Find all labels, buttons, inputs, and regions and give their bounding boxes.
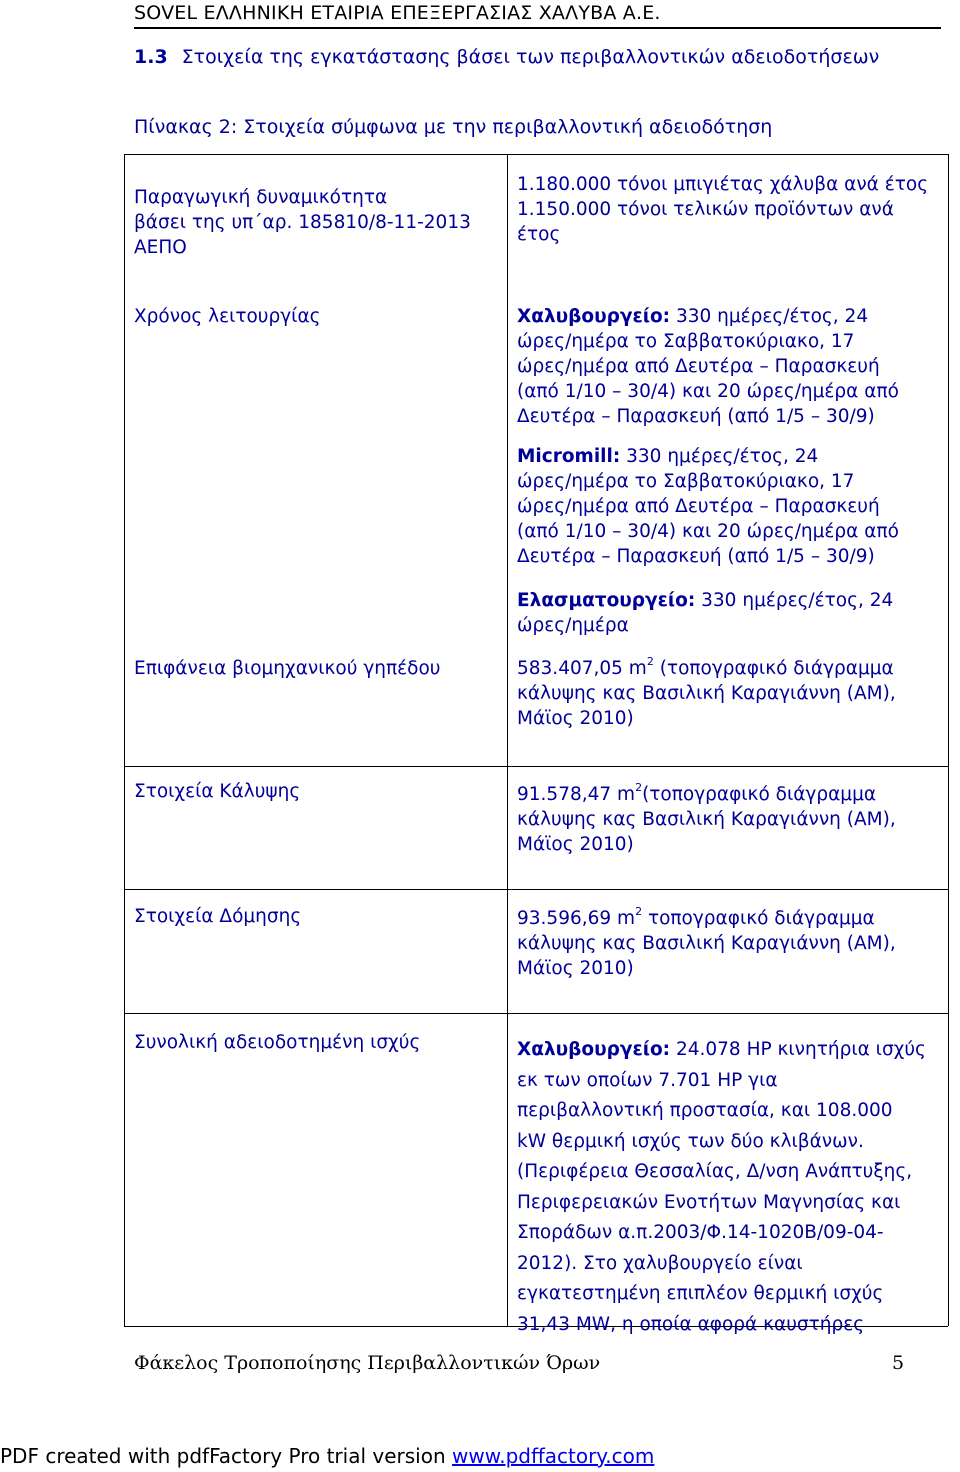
coverage-label: Στοιχεία Κάλυψης (134, 781, 301, 802)
micromill-title: Micromill: (517, 446, 621, 467)
power-title: Χαλυβουργείο: (517, 1039, 671, 1060)
plot-area-line: (τοπογραφικό διάγραμμα (653, 658, 894, 679)
section-number: 1.3 (134, 46, 168, 68)
power-line: Περιφερειακών Ενοτήτων Μαγνησίας και (517, 1191, 901, 1213)
micromill-line: ώρες/ημέρα το Σαββατοκύριακο, 17 (517, 471, 855, 492)
building-label: Στοιχεία Δόμησης (134, 906, 302, 927)
capacity-label-line: βάσει της υπ΄αρ. 185810/8-11-2013 (134, 212, 471, 233)
micromill-line: 330 ημέρες/έτος, 24 (620, 446, 819, 467)
power-line: περιβαλλοντική προστασία, και 108.000 (517, 1100, 893, 1121)
plot-area-line: Μάϊος 2010) (517, 708, 634, 729)
operation-rolling-mill (517, 588, 947, 638)
micromill-line: ώρες/ημέρα από Δευτέρα – Παρασκευή (517, 496, 880, 517)
steelworks-line: ώρες/ημέρα από Δευτέρα – Παρασκευή (517, 356, 880, 377)
section-heading (134, 46, 879, 68)
steelworks-line: Δευτέρα – Παρασκευή (από 1/5 – 30/9) (517, 406, 875, 427)
table-caption-text: Στοιχεία σύμφωνα με την περιβαλλοντική αδειοδότηση (237, 116, 773, 138)
rolling-mill-title: Ελασματουργείο: (517, 590, 696, 611)
power-line: εγκατεστημένη επιπλέον θερμική ισχύς (517, 1283, 884, 1304)
steelworks-line: 330 ημέρες/έτος, 24 (670, 306, 869, 327)
power-line: (Περιφέρεια Θεσσαλίας, Δ/νση Ανάπτυξης, (517, 1161, 913, 1182)
power-line: kW θερμική ισχύς των δύο κλιβάνων. (517, 1130, 864, 1152)
operation-micromill (517, 444, 947, 569)
capacity-value-line: 1.150.000 τόνοι τελικών προϊόντων ανά (517, 199, 894, 220)
plot-area-label: Επιφάνεια βιομηχανικού γηπέδου (134, 658, 441, 679)
plot-area-line: κάλυψης κας Βασιλική Καραγιάννη (ΑΜ), (517, 683, 896, 704)
building-line: τοπογραφικό διάγραμμα (642, 908, 875, 929)
building-line: Μάϊος 2010) (517, 958, 634, 979)
company-header: SOVEL ΕΛΛΗΝΙΚΗ ΕΤΑΙΡΙΑ ΕΠΕΞΕΡΓΑΣΙΑΣ ΧΑΛΥΒΑ Α.Ε. (134, 2, 661, 24)
coverage-line: (τοπογραφικό διάγραμμα (642, 784, 877, 805)
steelworks-line: ώρες/ημέρα το Σαββατοκύριακο, 17 (517, 331, 855, 352)
coverage-number: 91.578,47 m (517, 784, 636, 805)
coverage-value (517, 782, 947, 857)
table-top-border (124, 154, 948, 155)
power-line: 24.078 HP κινητήρια ισχύς (670, 1039, 926, 1060)
rolling-mill-line: ώρες/ημέρα (517, 615, 629, 636)
operation-time-label: Χρόνος λειτουργίας (134, 306, 321, 327)
power-line: 31,43 MW, η οποία αφορά καυστήρες (517, 1313, 865, 1335)
plot-area-value (517, 656, 947, 731)
power-value (517, 1035, 947, 1340)
building-superscript: 2 (635, 904, 643, 918)
coverage-line: Μάϊος 2010) (517, 834, 634, 855)
table-caption-label: Πίνακας 2: (134, 116, 238, 138)
micromill-line: (από 1/10 – 30/4) και 20 ώρες/ημέρα από (517, 521, 899, 542)
pdf-creator-note (0, 1444, 654, 1468)
footer-doc-title: Φάκελος Τροποποίησης Περιβαλλοντικών Όρων (134, 1352, 601, 1374)
table-row-divider (124, 889, 948, 890)
power-line: εκ των οποίων 7.701 HP για (517, 1069, 778, 1091)
table-caption (134, 116, 772, 138)
operation-steelworks (517, 304, 947, 429)
steelworks-line: (από 1/10 – 30/4) και 20 ώρες/ημέρα από (517, 381, 899, 402)
micromill-line: Δευτέρα – Παρασκευή (από 1/5 – 30/9) (517, 546, 875, 567)
coverage-superscript: 2 (635, 780, 643, 794)
building-line: κάλυψης κας Βασιλική Καραγιάννη (ΑΜ), (517, 933, 896, 954)
capacity-value-line: έτος (517, 224, 561, 245)
table-right-border (948, 154, 949, 1326)
table-row-divider (124, 1013, 948, 1014)
capacity-label-line: ΑΕΠΟ (134, 237, 187, 258)
coverage-line: κάλυψης κας Βασιλική Καραγιάννη (ΑΜ), (517, 809, 896, 830)
table-left-border (124, 154, 125, 1326)
power-line: Σποράδων α.π.2003/Φ.14-1020Β/09-04- (517, 1222, 884, 1243)
capacity-value (517, 172, 947, 247)
steelworks-title: Χαλυβουργείο: (517, 306, 671, 327)
building-value (517, 906, 947, 981)
plot-area-number: 583.407,05 m (517, 658, 647, 679)
power-line: 2012). Στο χαλυβουργείο είναι (517, 1252, 803, 1274)
pdf-note-text: PDF created with pdfFactory Pro trial version (0, 1444, 452, 1468)
capacity-value-line: 1.180.000 τόνοι μπιγιέτας χάλυβα ανά έτος (517, 174, 929, 195)
page-number: 5 (892, 1352, 905, 1374)
header-rule (134, 27, 941, 29)
capacity-label (134, 185, 504, 260)
table-column-divider (507, 154, 508, 1326)
plot-area-superscript: 2 (646, 654, 654, 668)
rolling-mill-line: 330 ημέρες/έτος, 24 (695, 590, 894, 611)
section-title: Στοιχεία της εγκατάστασης βάσει των περιβαλλοντικών αδειοδοτήσεων (181, 46, 880, 68)
power-label: Συνολική αδειοδοτημένη ισχύς (134, 1032, 421, 1053)
pdffactory-link[interactable]: www.pdffactory.com (451, 1444, 655, 1468)
table-row-divider (124, 766, 948, 767)
capacity-label-line: Παραγωγική δυναμικότητα (134, 187, 388, 208)
building-number: 93.596,69 m (517, 908, 636, 929)
